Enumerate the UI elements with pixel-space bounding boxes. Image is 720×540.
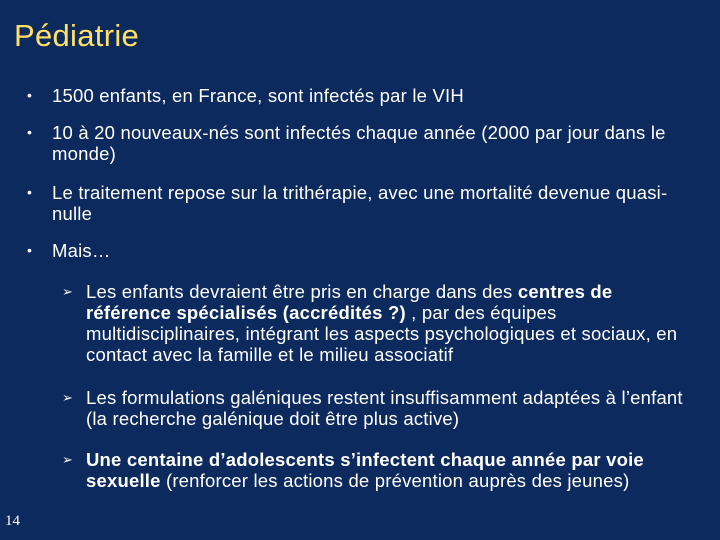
sub-bullet-item: Les enfants devraient être pris en charge dans des centres de référence spécialisés (accrédités ?) , par des équipes multidisciplinaires, intégrant les aspects psychologiques et sociaux, en contact avec la famille et le milieu associatif	[86, 281, 678, 365]
bullet-item: Le traitement repose sur la trithérapie, avec une mortalité devenue quasi-nulle	[52, 182, 668, 224]
bullet-icon: •	[27, 184, 32, 200]
slide-title: Pédiatrie	[14, 18, 140, 53]
bullet-item: 10 à 20 nouveaux-nés sont infectés chaque année (2000 par jour dans le monde)	[52, 122, 666, 164]
bullet-icon: •	[27, 242, 32, 258]
page-number: 14	[5, 513, 20, 529]
bullet-icon: •	[27, 124, 32, 140]
emphasis-text: centres de référence spécialisés (accrédités ?)	[86, 281, 613, 323]
emphasis-text: Une centaine d’adolescents s’infectent chaque année par voie sexuelle	[86, 449, 644, 491]
sub-bullet-item: Les formulations galéniques restent insuffisamment adaptées à l’enfant (la recherche galénique doit être plus active)	[86, 387, 683, 429]
sub-bullet-item: Une centaine d’adolescents s’infectent chaque année par voie sexuelle (renforcer les actions de prévention auprès des jeunes)	[86, 449, 644, 491]
arrow-bullet-icon: ➢	[62, 284, 73, 299]
bullet-item: Mais…	[52, 240, 111, 261]
arrow-bullet-icon: ➢	[62, 452, 73, 467]
bullet-item: 1500 enfants, en France, sont infectés par le VIH	[52, 85, 464, 106]
bullet-icon: •	[27, 87, 32, 103]
arrow-bullet-icon: ➢	[62, 390, 73, 405]
